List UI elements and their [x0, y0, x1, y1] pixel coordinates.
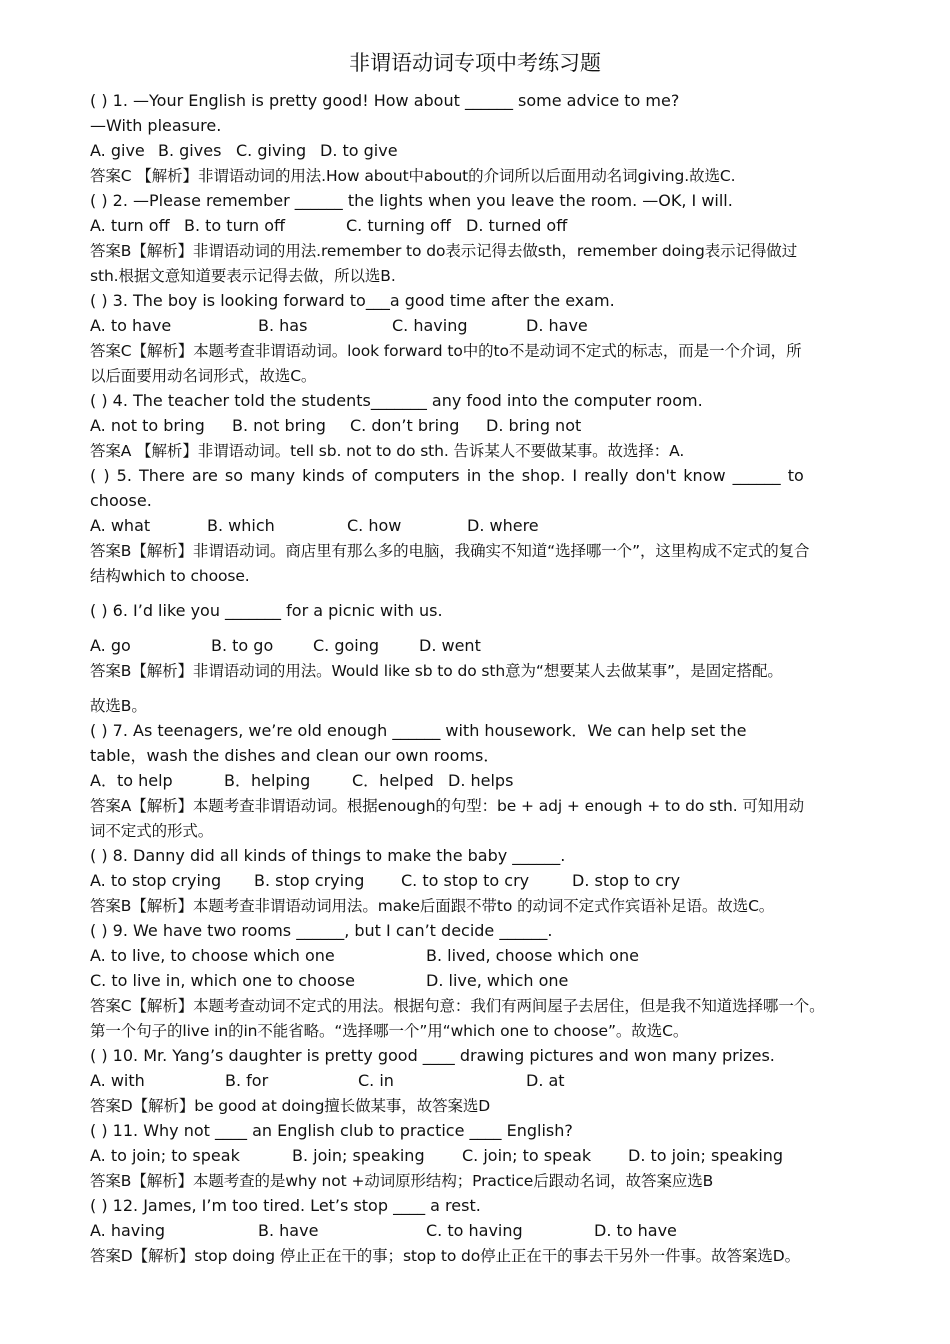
option-b: B．helping — [224, 771, 311, 790]
question-9-stem: ( ) 9. We have two rooms ______, but I can’t decide ______. — [90, 921, 553, 940]
question-2-stem: ( ) 2. —Please remember ______ the lights when you leave the room. —OK, I will. — [90, 191, 733, 210]
question-10-answer: 答案D【解析】be good at doing擅长做某事，故答案选D — [90, 1097, 491, 1115]
question-3-answer-line-1: 答案C【解析】本题考查非谓语动词。look forward to中的to不是动词不定式的标志，而是一个介词，所 — [90, 342, 802, 360]
option-d: D. live, which one — [426, 971, 569, 990]
question-6-answer-line-2: 故选B。 — [90, 697, 147, 715]
option-d: D. to join; speaking — [628, 1146, 784, 1165]
question-8-stem: ( ) 8. Danny did all kinds of things to make the baby ______. — [90, 846, 566, 865]
question-5-stem-line-1: ( ) 5. There are so many kinds of computers in the shop. I really don't know ______ to — [90, 466, 804, 485]
option-b: B. lived, choose which one — [426, 946, 639, 965]
option-d: D. turned off — [466, 216, 568, 235]
option-b: B. to go — [211, 636, 274, 655]
question-7-stem-line-1: ( ) 7. As teenagers, we’re old enough ______ with housework．We can help set the — [90, 721, 747, 740]
option-c: C. in — [358, 1071, 394, 1090]
option-d: D. at — [526, 1071, 565, 1090]
question-11-answer: 答案B【解析】本题考查的是why not +动词原形结构；Practice后跟动名词，故答案应选B — [90, 1172, 714, 1190]
option-d: D. where — [467, 516, 539, 535]
option-d: D. to have — [594, 1221, 677, 1240]
option-a: A. not to bring — [90, 416, 205, 435]
option-c: C．helped — [352, 771, 434, 790]
option-c: C. giving — [236, 141, 307, 160]
option-b: B. to turn off — [184, 216, 286, 235]
question-12-stem: ( ) 12. James, I’m too tired. Let’s stop ____ a rest. — [90, 1196, 481, 1215]
option-d: D. bring not — [486, 416, 582, 435]
option-d: D. helps — [448, 771, 514, 790]
question-9-answer-line-1: 答案C【解析】本题考查动词不定式的用法。根据句意：我们有两间屋子去居住，但是我不知道选择哪一个。 — [90, 997, 825, 1015]
option-a: A. to stop crying — [90, 871, 222, 890]
question-7-options — [90, 770, 862, 792]
option-a: A. to have — [90, 316, 172, 335]
question-12-answer: 答案D【解析】stop doing 停止正在干的事；stop to do停止正在干的事去干另外一件事。故答案选D。 — [90, 1247, 801, 1265]
question-5-stem-line-2: choose. — [90, 491, 152, 510]
question-4-answer: 答案A 【解析】非谓语动词。tell sb. not to do sth. 告诉某人不要做某事。故选择：A. — [90, 442, 685, 460]
question-9-options-row-1 — [90, 945, 862, 967]
option-c: C. going — [313, 636, 380, 655]
question-7-answer-line-1: 答案A【解析】本题考查非谓语动词。根据enough的句型：be + adj + enough + to do sth. 可知用动 — [90, 797, 804, 815]
question-6-answer-line-1: 答案B【解析】非谓语动词的用法。Would like sb to do sth意为“想要某人去做某事”，是固定搭配。 — [90, 662, 783, 680]
question-12-options — [90, 1220, 862, 1242]
question-3-answer-line-2: 以后面要用动名词形式，故选C。 — [90, 367, 317, 385]
question-1-answer: 答案C 【解析】非谓语动词的用法.How about中about的介词所以后面用动名词giving.故选C. — [90, 167, 736, 185]
page-title: 非谓语动词专项中考练习题 — [349, 51, 601, 75]
question-6-options — [90, 635, 862, 657]
question-7-answer-line-2: 词不定式的形式。 — [90, 822, 214, 840]
option-c: C. to having — [426, 1221, 523, 1240]
option-a: A. go — [90, 636, 131, 655]
option-c: C. how — [347, 516, 402, 535]
question-8-options — [90, 870, 862, 892]
option-a: A. to join; to speak — [90, 1146, 240, 1165]
option-c: C. join; to speak — [462, 1146, 592, 1165]
option-d: D. to give — [320, 141, 398, 160]
option-a: A. give — [90, 141, 145, 160]
question-1-stem: ( ) 1. —Your English is pretty good! How about ______ some advice to me? — [90, 91, 680, 110]
option-c: C. having — [392, 316, 468, 335]
question-2-answer-line-1: 答案B【解析】非谓语动词的用法.remember to do表示记得去做sth，remember doing表示记得做过 — [90, 242, 798, 260]
question-5-options — [90, 515, 862, 537]
option-b: B. join; speaking — [292, 1146, 425, 1165]
option-d: D. have — [526, 316, 588, 335]
question-6-stem: ( ) 6. I’d like you _______ for a picnic with us. — [90, 601, 443, 620]
question-4-stem: ( ) 4. The teacher told the students_______ any food into the computer room. — [90, 391, 703, 410]
question-1-reply: —With pleasure. — [90, 116, 222, 135]
question-1-options — [90, 140, 862, 162]
option-d: D. stop to cry — [572, 871, 681, 890]
question-3-stem: ( ) 3. The boy is looking forward to___a good time after the exam. — [90, 291, 615, 310]
question-4-options — [90, 415, 862, 437]
option-b: B. which — [207, 516, 275, 535]
option-b: B. gives — [158, 141, 222, 160]
option-b: B. stop crying — [254, 871, 365, 890]
option-b: B. have — [258, 1221, 319, 1240]
question-8-answer: 答案B【解析】本题考查非谓语动词用法。make后面跟不带to 的动词不定式作宾语补足语。故选C。 — [90, 897, 775, 915]
question-9-options-row-2 — [90, 970, 862, 992]
question-10-options — [90, 1070, 862, 1092]
question-11-stem: ( ) 11. Why not ____ an English club to practice ____ English? — [90, 1121, 573, 1140]
option-c: C. to live in, which one to choose — [90, 971, 355, 990]
question-2-answer-line-2: sth.根据文意知道要表示记得去做，所以选B. — [90, 267, 396, 285]
question-2-options — [90, 215, 862, 237]
option-b: B. has — [258, 316, 308, 335]
option-d: D. went — [419, 636, 481, 655]
question-5-answer-line-1: 答案B【解析】非谓语动词。商店里有那么多的电脑，我确实不知道“选择哪一个”，这里构成不定式的复合 — [90, 542, 810, 560]
option-a: A. with — [90, 1071, 145, 1090]
option-a: A. turn off — [90, 216, 170, 235]
option-c: C. don’t bring — [350, 416, 460, 435]
option-a: A. having — [90, 1221, 165, 1240]
question-10-stem: ( ) 10. Mr. Yang’s daughter is pretty good ____ drawing pictures and won many prizes. — [90, 1046, 775, 1065]
question-5-answer-line-2: 结构which to choose. — [90, 567, 250, 585]
question-3-options — [90, 315, 862, 337]
option-b: B. for — [225, 1071, 269, 1090]
option-b: B. not bring — [232, 416, 326, 435]
option-a: A. what — [90, 516, 151, 535]
option-a: A. to live, to choose which one — [90, 946, 335, 965]
question-7-stem-line-2: table，wash the dishes and clean our own rooms． — [90, 746, 500, 765]
option-c: C. turning off — [346, 216, 451, 235]
question-11-options — [90, 1145, 862, 1167]
option-a: A．to help — [90, 771, 173, 790]
question-9-answer-line-2: 第一个句子的live in的in不能省略。“选择哪一个”用“which one to choose”。故选C。 — [90, 1022, 689, 1040]
option-c: C. to stop to cry — [401, 871, 530, 890]
